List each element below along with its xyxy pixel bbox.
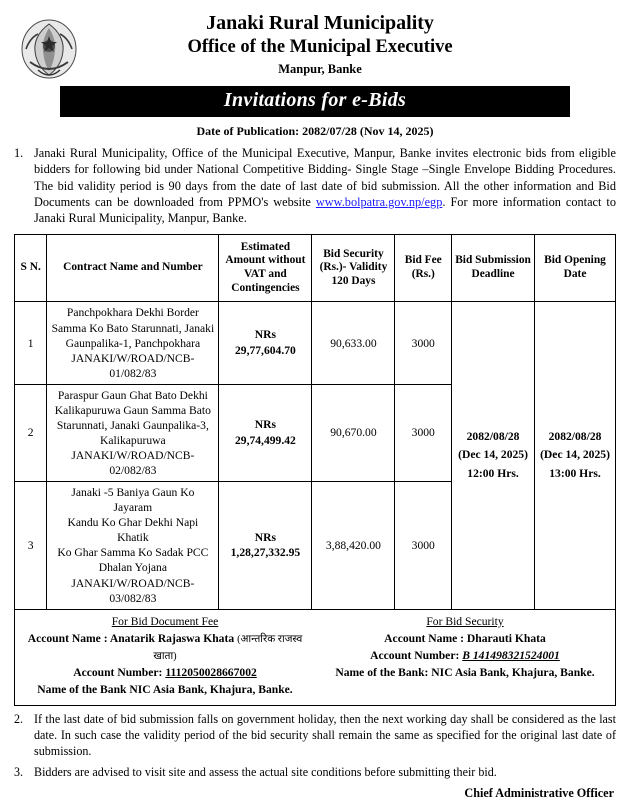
submission-deadline-date: 2082/08/28 [466, 429, 520, 443]
row2-estimated-amount: NRs 29,74,499.42 [219, 384, 312, 481]
row3-contract-number: JANAKI/W/ROAD/NCB-03/082/83 [71, 576, 195, 605]
intro-number: 1. [14, 146, 24, 160]
row1-contract-number: JANAKI/W/ROAD/NCB-01/082/83 [71, 351, 195, 380]
table-header-row [15, 234, 616, 302]
row2-name-line: Starunnati, Janaki Gaunpalika-3, [56, 418, 209, 432]
accounts-cell [15, 609, 616, 705]
row1-contract-name [47, 302, 219, 384]
submission-deadline-time: 12:00 Hrs. [467, 466, 519, 480]
row2-bid-security: 90,670.00 [312, 384, 395, 481]
header-bid-security: Bid Security (Rs.)- Validity 120 Days [312, 234, 395, 302]
header-text-block [84, 12, 616, 77]
bid-security-title: For Bid Security [426, 614, 504, 628]
accounts-row [15, 609, 616, 705]
row3-name-line: Dhalan Yojana [98, 561, 167, 575]
row3-estimated-amount: NRs 1,28,27,332.95 [219, 482, 312, 610]
row2-name-line: Paraspur Gaun Ghat Bato Dekhi [57, 388, 208, 402]
bid-document-fee-account-number: Account Number: 1112050028667002 [73, 666, 257, 680]
opening-time: 13:00 Hrs. [549, 466, 601, 480]
opening-date: 2082/08/28 [548, 429, 602, 443]
note-3-text: Bidders are advised to visit site and assess the actual site conditions before submitting their bid. [34, 765, 497, 780]
header-contract-name: Contract Name and Number [47, 234, 219, 302]
row2-bid-fee: 3000 [395, 384, 452, 481]
intro-paragraph [14, 145, 616, 227]
row2-name-line: Kalikapuruwa [100, 433, 166, 447]
header-opening-date: Bid Opening Date [535, 234, 616, 302]
bid-security-account-number: Account Number: B 141498321524001 [370, 649, 560, 663]
note-2-number: 2. [14, 711, 24, 726]
bid-document-fee-title: For Bid Document Fee [111, 614, 219, 628]
row1-name-line: Samma Ko Bato Starunnati, Janaki [51, 321, 215, 335]
bid-document-fee-bank: Name of the Bank NIC Asia Bank, Khajura, Banke. [37, 682, 293, 696]
bid-packages-table [14, 234, 616, 706]
bid-document-fee-account [15, 610, 315, 705]
bid-security-bank: Name of the Bank: NIC Asia Bank, Khajura, Banke. [335, 666, 595, 680]
row1-name-line: Panchpokhara Dekhi Border [66, 306, 199, 320]
row3-bid-fee: 3000 [395, 482, 452, 610]
row1-sn: 1 [15, 302, 47, 384]
signatory-title: Chief Administrative Officer [464, 786, 614, 801]
row3-name-line: Ko Ghar Samma Ko Sadak PCC [57, 546, 209, 560]
submission-deadline-date-en: (Dec 14, 2025) [458, 448, 528, 462]
header-submission-deadline: Bid Submission Deadline [452, 234, 535, 302]
nepal-government-emblem-icon [14, 12, 84, 80]
row2-sn: 2 [15, 384, 47, 481]
intro-text-after-link: . For more information contact to Janaki Rural Municipality, Manpur, Banke. [34, 195, 616, 226]
row3-name-line: Janaki -5 Baniya Gaun Ko Jayaram [71, 486, 195, 515]
ppmo-website-link[interactable]: www.bolpatra.gov.np/egp [315, 195, 443, 210]
document-header [14, 10, 616, 80]
note-3 [14, 764, 616, 780]
publication-date: Date of Publication: 2082/07/28 (Nov 14, 2025) [196, 124, 434, 138]
row1-estimated-amount: NRs 29,77,604.70 [219, 302, 312, 384]
organization-name: Janaki Rural Municipality [206, 12, 434, 34]
intro-text-before-link: Janaki Rural Municipality, Office of the Municipal Executive, Manpur, Banke invites electronic bids from eligible bidders for following bid under National Competitive Bidding- Single Stage –Single Envelope Bidding Procedures. The bid validity period is 90 days from the date of last date of bid submission. All the other information and Bid Documents can be downloaded from PPMO's website [34, 146, 616, 210]
row1-bid-fee: 3000 [395, 302, 452, 384]
bid-security-account-name: Account Name : Dharauti Khata [384, 632, 546, 646]
office-address: Manpur, Banke [278, 62, 362, 77]
header-sn: S N. [15, 234, 47, 302]
office-name: Office of the Municipal Executive [187, 37, 453, 57]
intro-body [34, 145, 616, 227]
row2-name-line: Kalikapuruwa Gaun Samma Bato [54, 403, 211, 417]
row2-contract-name [47, 384, 219, 481]
notice-banner-title: Invitations for e-Bids [60, 86, 570, 117]
row3-bid-security: 3,88,420.00 [312, 482, 395, 610]
row2-contract-number: JANAKI/W/ROAD/NCB-02/082/83 [71, 449, 195, 478]
row3-sn: 3 [15, 482, 47, 610]
header-bid-fee: Bid Fee (Rs.) [395, 234, 452, 302]
bid-document-fee-account-name: Account Name : Anatarik Rajaswa Khata (आन्तरिक राजस्व खाता) [27, 632, 303, 663]
note-2 [14, 711, 616, 760]
row3-contract-name [47, 482, 219, 610]
bid-security-account [315, 610, 615, 705]
row3-name-line: Kandu Ko Ghar Dekhi Napi Khatik [67, 516, 199, 545]
opening-date-en: (Dec 14, 2025) [540, 448, 610, 462]
opening-date-cell [535, 302, 616, 609]
row1-bid-security: 90,633.00 [312, 302, 395, 384]
note-2-text: If the last date of bid submission falls on government holiday, then the next working day shall be considered as the last date. In such case the validity period of the bid security shall remain the same as specified for the original last date of submission. [34, 711, 616, 759]
row1-name-line: Gaunpalika-1, Panchpokhara [65, 336, 201, 350]
note-3-number: 3. [14, 765, 24, 780]
submission-deadline-cell [452, 302, 535, 609]
header-estimated-amount: Estimated Amount without VAT and Contingencies [219, 234, 312, 302]
bid-document-fee-account-name-nepali: (आन्तरिक राजस्व खाता) [153, 634, 303, 663]
table-row [15, 302, 616, 384]
